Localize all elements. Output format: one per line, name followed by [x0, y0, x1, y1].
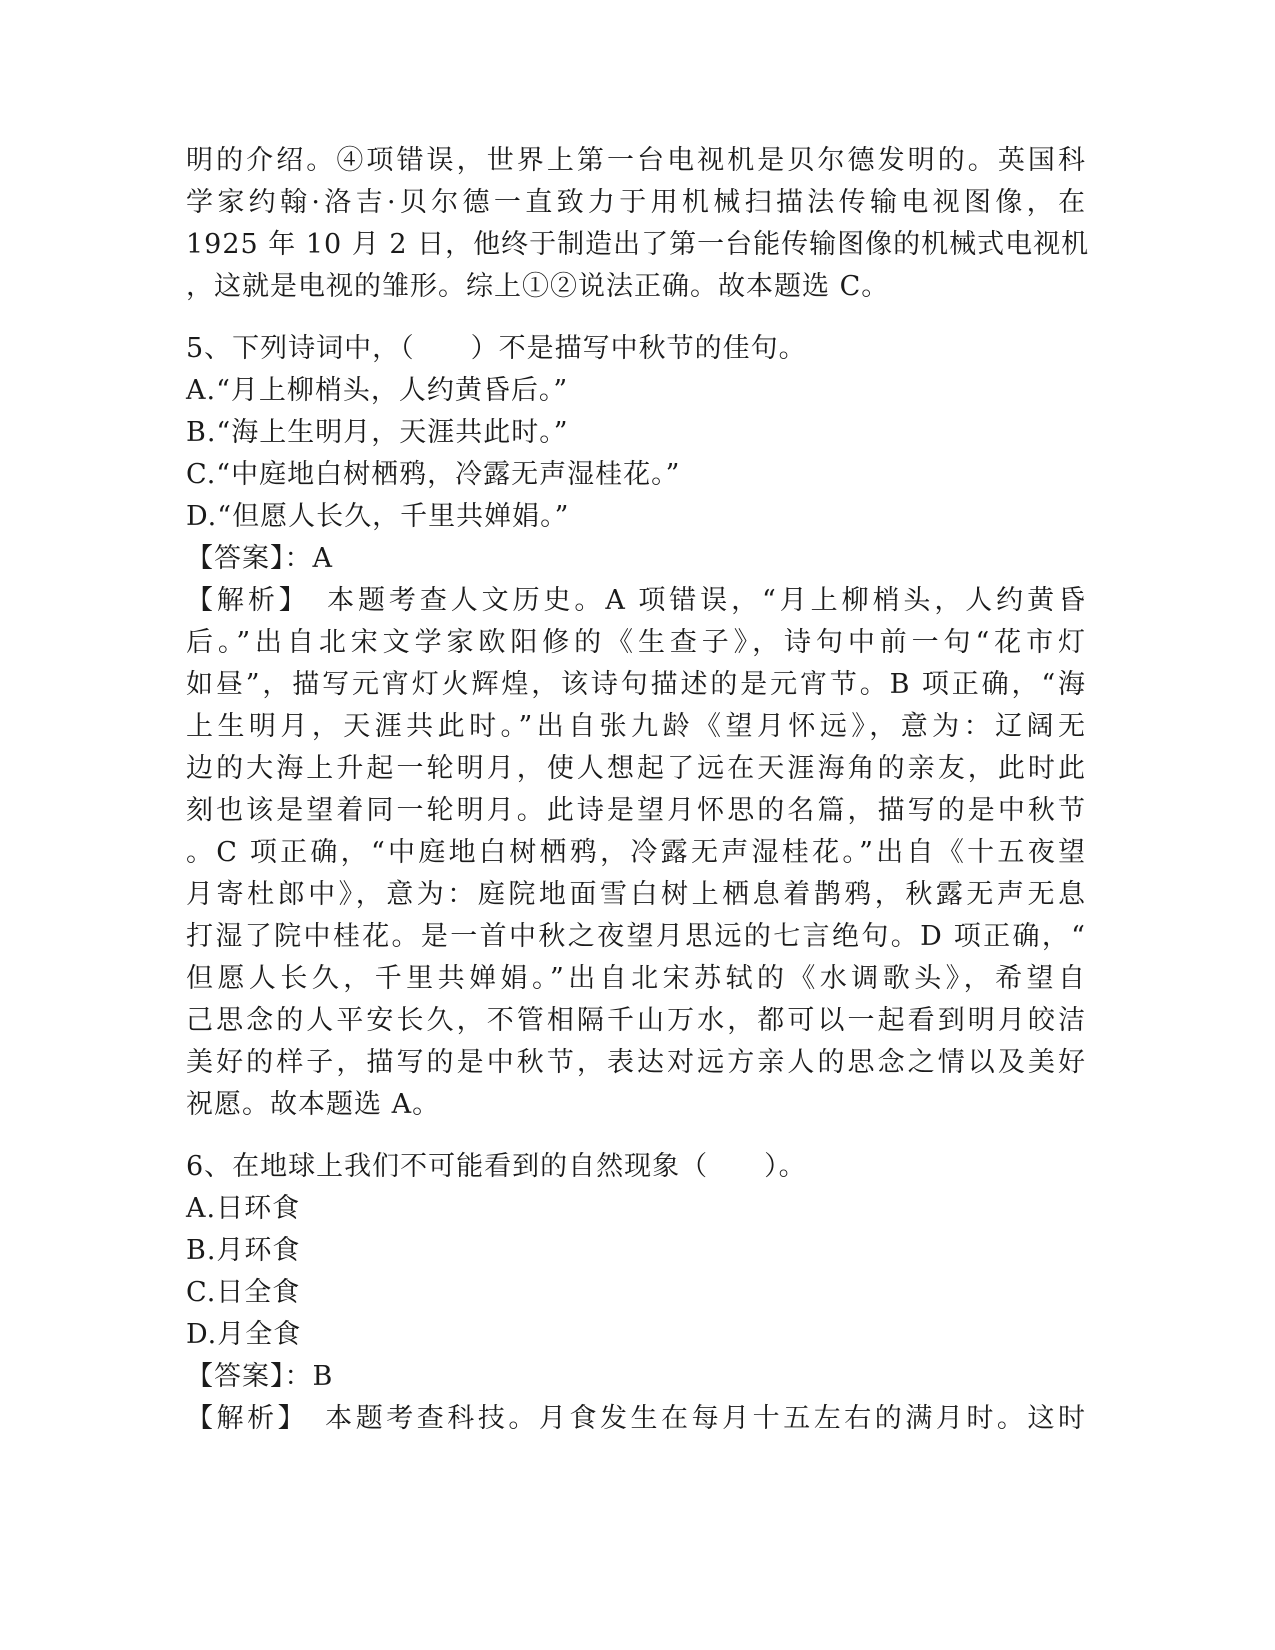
- paragraph-line: ，这就是电视的雏形。综上①②说法正确。故本题选 C。: [186, 271, 890, 302]
- explanation-line: 【解析】 本题考查科技。月食发生在每月十五左右的满月时。这时: [186, 1403, 1086, 1434]
- paragraph-line: 学家约翰·洛吉·贝尔德一直致力于用机械扫描法传输电视图像，在: [186, 187, 1086, 218]
- document-page: [186, 140, 1090, 1440]
- explanation-line: 己思念的人平安长久，不管相隔千山万水，都可以一起看到明月皎洁: [186, 1005, 1086, 1036]
- explanation-line: 打湿了院中桂花。是一首中秋之夜望月思远的七言绝句。D 项正确，“: [186, 921, 1086, 952]
- explanation-line: 上生明月，天涯共此时。”出自张九龄《望月怀远》，意为：辽阔无: [186, 711, 1086, 742]
- option-d: D.“但愿人长久，千里共婵娟。”: [186, 501, 570, 532]
- option-b: B.月环食: [186, 1235, 301, 1266]
- explanation-line: 美好的样子，描写的是中秋节，表达对远方亲人的思念之情以及美好: [186, 1047, 1086, 1078]
- explanation-line: 如昼”，描写元宵灯火辉煌，该诗句描述的是元宵节。B 项正确，“海: [186, 669, 1086, 700]
- explanation-line: 但愿人长久，千里共婵娟。”出自北宋苏轼的《水调歌头》，希望自: [186, 963, 1086, 994]
- option-c: C.“中庭地白树栖鸦，冷露无声湿桂花。”: [186, 459, 681, 490]
- explanation-line: 祝愿。故本题选 A。: [186, 1089, 441, 1120]
- explanation-line: 【解析】 本题考查人文历史。A 项错误，“月上柳梢头，人约黄昏: [186, 585, 1086, 616]
- paragraph-line: 明的介绍。④项错误，世界上第一台电视机是贝尔德发明的。英国科: [186, 145, 1086, 176]
- option-d: D.月全食: [186, 1319, 302, 1350]
- question-6: [186, 1146, 1086, 1440]
- option-b: B.“海上生明月，天涯共此时。”: [186, 417, 569, 448]
- explanation-line: 刻也该是望着同一轮明月。此诗是望月怀思的名篇，描写的是中秋节: [186, 795, 1086, 826]
- question-stem: 5、下列诗词中，（ ）不是描写中秋节的佳句。: [186, 333, 807, 364]
- option-a: A.“月上柳梢头，人约黄昏后。”: [186, 375, 569, 406]
- paragraph-line: 1925 年 10 月 2 日，他终于制造出了第一台能传输图像的机械式电视机: [186, 229, 1090, 260]
- option-a: A.日环食: [186, 1193, 301, 1224]
- previous-explanation: [186, 140, 1090, 308]
- explanation-line: 月寄杜郎中》，意为：庭院地面雪白树上栖息着鹊鸦，秋露无声无息: [186, 879, 1086, 910]
- explanation-line: 后。”出自北宋文学家欧阳修的《生查子》，诗句中前一句“花市灯: [186, 627, 1086, 658]
- explanation: [186, 580, 1086, 1126]
- answer: 【答案】：A: [186, 543, 333, 574]
- explanation-line: 。C 项正确，“中庭地白树栖鸦，冷露无声湿桂花。”出自《十五夜望: [186, 837, 1086, 868]
- explanation-line: 边的大海上升起一轮明月，使人想起了远在天涯海角的亲友，此时此: [186, 753, 1086, 784]
- answer: 【答案】：B: [186, 1361, 334, 1392]
- explanation: [186, 1398, 1086, 1440]
- question-stem: 6、在地球上我们不可能看到的自然现象（ ）。: [186, 1151, 807, 1182]
- option-c: C.日全食: [186, 1277, 301, 1308]
- question-5: [186, 328, 1086, 1126]
